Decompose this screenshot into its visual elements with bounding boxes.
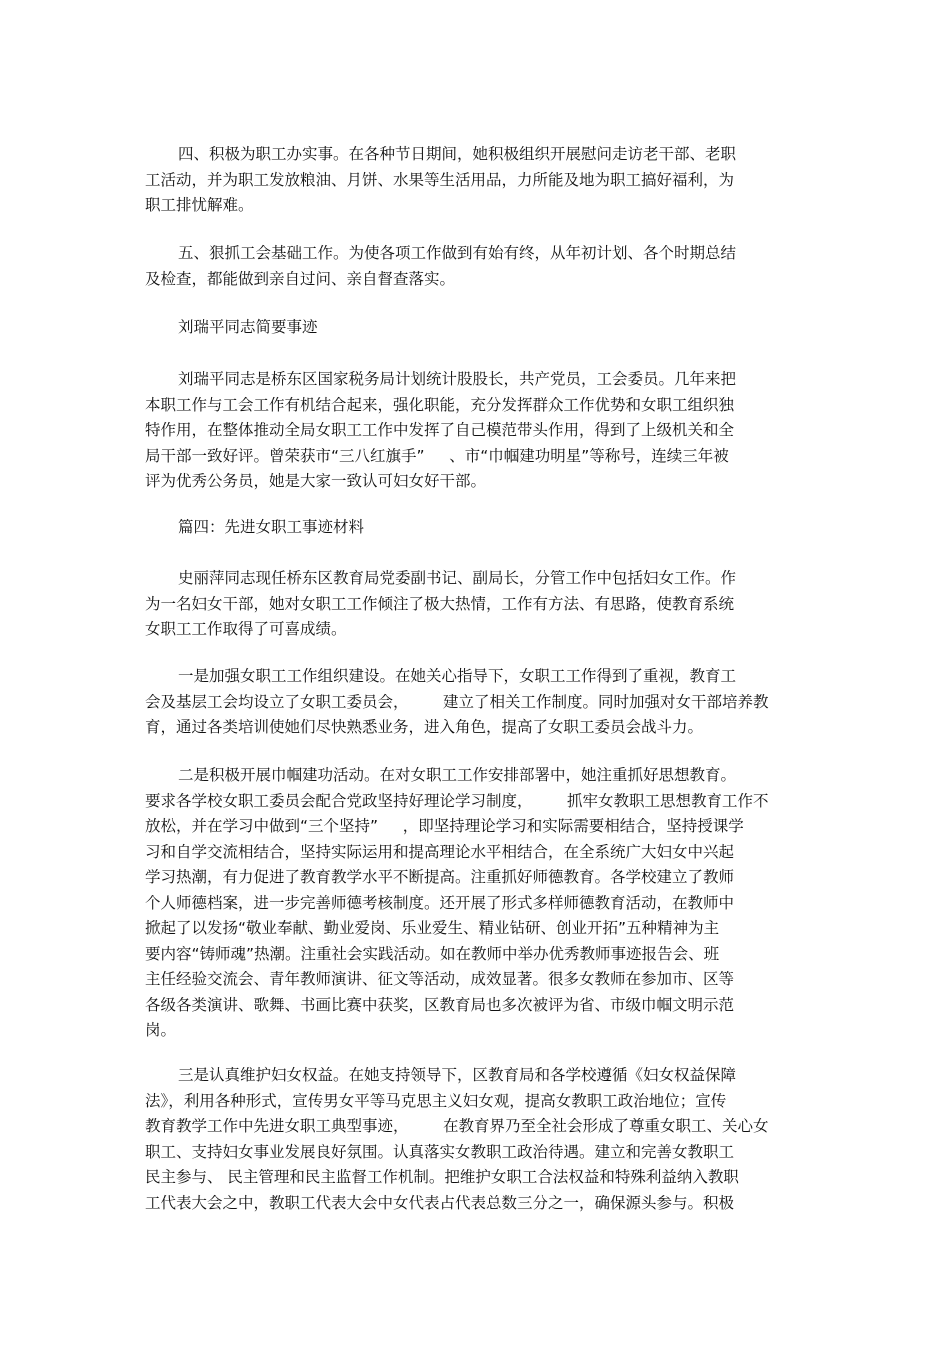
text-line: 二是积极开展巾帼建功活动。在对女职工工作安排部署中，她注重抓好思想教育。 — [178, 766, 737, 784]
text-line: 法》，利用各种形式，宣传男女平等马克思主义妇女观，提高女教职工政治地位；宣传 — [145, 1091, 727, 1110]
text-line: 工代表大会之中，教职工代表大会中女代表占代表总数三分之一，确保源头参与。积极 — [145, 1193, 735, 1212]
heading-text: 篇四：先进女职工事迹材料 — [178, 518, 365, 536]
text-line: 本职工作与工会工作有机结合起来，强化职能，充分发挥群众工作优势和女职工组织独 — [145, 395, 735, 414]
text-line: 五、狠抓工会基础工作。为使各项工作做到有始有终，从年初计划、各个时期总结 — [178, 244, 737, 262]
text-line: 民主参与、 民主管理和民主监督工作机制。把维护女职工合法权益和特殊利益纳入教职 — [145, 1168, 739, 1186]
paragraph-activities — [145, 763, 795, 1044]
text-line: 刘瑞平同志是桥东区国家税务局计划统计股股长，共产党员，工会委员。几年来把 — [178, 370, 737, 388]
paragraph-union-basics — [145, 241, 795, 292]
text-line: 主任经验交流会、青年教师演讲、征文等活动，成效显著。很多女教师在参加市、区等 — [145, 970, 735, 988]
text-line: 职工排忧解难。 — [145, 196, 254, 214]
text-line: 会及基层工会均设立了女职工委员会， 建立了相关工作制度。同时加强对女干部培养教 — [145, 692, 769, 711]
text-line: 三是认真维护妇女权益。在她支持领导下，区教育局和各学校遵循《妇女权益保障 — [178, 1066, 737, 1084]
paragraph-rights — [145, 1063, 795, 1216]
text-line: 评为优秀公务员，她是大家一致认可妇女好干部。 — [145, 472, 487, 490]
text-line: 职工、支持妇女事业发展良好氛围。认真落实女教职工政治待遇。建立和完善女教职工 — [145, 1142, 735, 1161]
text-line: 为一名妇女干部，她对女职工工作倾注了极大热情，工作有方法、有思路，使教育系统 — [145, 594, 735, 613]
paragraph-shi-intro — [145, 566, 795, 643]
text-line: 史丽萍同志现任桥东区教育局党委副书记、副局长，分管工作中包括妇女工作。作 — [178, 569, 737, 587]
text-line: 要内容“铸师魂”热潮。注重社会实践活动。如在教师中举办优秀教师事迹报告会、班 — [145, 944, 720, 963]
text-line: 及检查，都能做到亲自过问、亲自督查落实。 — [145, 269, 456, 288]
paragraph-liu-deeds — [145, 367, 795, 495]
paragraph-organization — [145, 664, 795, 741]
text-line: 岗。 — [145, 1021, 177, 1039]
heading-text: 刘瑞平同志简要事迹 — [178, 318, 318, 336]
text-line: 育，通过各类培训使她们尽快熟悉业务，进入角色，提高了女职工委员会战斗力。 — [145, 718, 704, 736]
text-line: 放松，并在学习中做到“三个坚持” ，即坚持理论学习和实际需要相结合，坚持授课学 — [145, 817, 744, 835]
text-line: 掀起了以发扬“敬业奉献、勤业爱岗、乐业爱生、精业钻研、创业开拓”五种精神为主 — [145, 919, 720, 937]
text-line: 工活动，并为职工发放粮油、月饼、水果等生活用品，力所能及地为职工搞好福利，为 — [145, 170, 735, 189]
text-line: 局干部一致好评。曾荣获市“三八红旗手” 、市“巾帼建功明星”等称号，连续三年被 — [145, 446, 729, 465]
text-line: 一是加强女职工工作组织建设。在她关心指导下，女职工工作得到了重视，教育工 — [178, 667, 737, 685]
text-line: 四、积极为职工办实事。在各种节日期间，她积极组织开展慰问走访老干部、老职 — [178, 145, 737, 163]
section-heading-article-four — [145, 515, 795, 541]
text-line: 各级各类演讲、歌舞、书画比赛中获奖，区教育局也多次被评为省、市级巾帼文明示范 — [145, 995, 735, 1014]
text-line: 特作用，在整体推动全局女职工工作中发挥了自己模范带头作用，得到了上级机关和全 — [145, 421, 735, 439]
section-heading-liu — [145, 315, 795, 341]
text-line: 习和自学交流相结合，坚持实际运用和提高理论水平相结合，在全系统广大妇女中兴起 — [145, 842, 735, 861]
text-line: 个人师德档案，进一步完善师德考核制度。还开展了形式多样师德教育活动，在教师中 — [145, 893, 735, 912]
paragraph-staff-service — [145, 142, 795, 219]
text-line: 要求各学校女职工委员会配合党政坚持好理论学习制度， 抓牢女教职工思想教育工作不 — [145, 791, 769, 810]
text-line: 教育教学工作中先进女职工典型事迹， 在教育界乃至全社会形成了尊重女职工、关心女 — [145, 1117, 769, 1135]
text-line: 学习热潮，有力促进了教育教学水平不断提高。注重抓好师德教育。各学校建立了教师 — [145, 868, 735, 886]
text-line: 女职工工作取得了可喜成绩。 — [145, 620, 347, 638]
